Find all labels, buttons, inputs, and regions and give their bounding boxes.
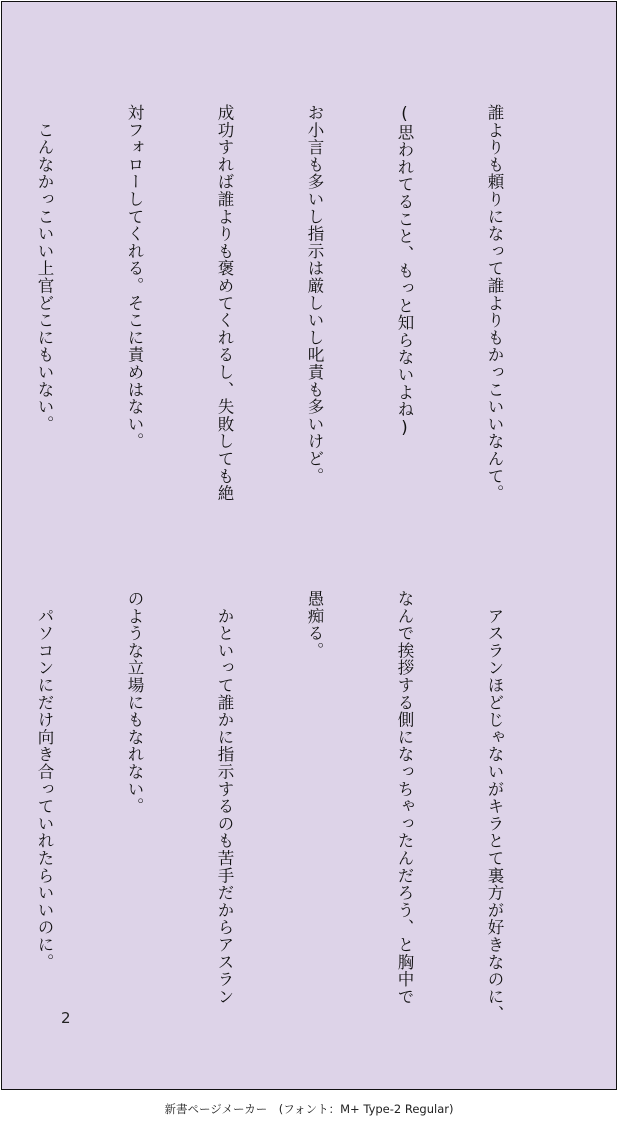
text-line: パソコンにだけ向き合っていれたらいいのに。: [35, 590, 54, 971]
text-line: 成功すれば誰よりも褒めてくれるし、失敗しても絶: [215, 104, 234, 502]
text-line: なんで挨拶する側になっちゃったんだろう、と胸中で: [395, 590, 414, 1006]
text-line: 愚痴る。: [305, 590, 324, 660]
lower-text-block: [0, 590, 569, 1023]
book-page: [1, 1, 617, 1090]
text-line: こんなかっこいい上官どこにもいない。: [35, 104, 54, 433]
text-line: のような立場にもなれない。: [125, 590, 144, 815]
text-line: 誰よりも頼りになって誰よりもかっこいいなんて。: [485, 104, 504, 502]
upper-text-block: [0, 104, 569, 534]
text-line: アスランほどじゃないがキラとて裏方が好きなのに、: [485, 590, 504, 1023]
text-line: 対フォローしてくれる。そこに責めはない。: [125, 104, 144, 450]
text-line: かといって誰かに指示するのも苦手だからアスラン: [215, 590, 234, 1006]
page-number: 2: [61, 1009, 71, 1027]
footer-credit: 新書ページメーカー (フォント：M+ Type-2 Regular): [164, 1102, 454, 1116]
text-line: (思われてること、もっと知らないよね): [395, 104, 414, 438]
text-line: お小言も多いし指示は厳しいし叱責も多いけど。: [305, 104, 324, 485]
